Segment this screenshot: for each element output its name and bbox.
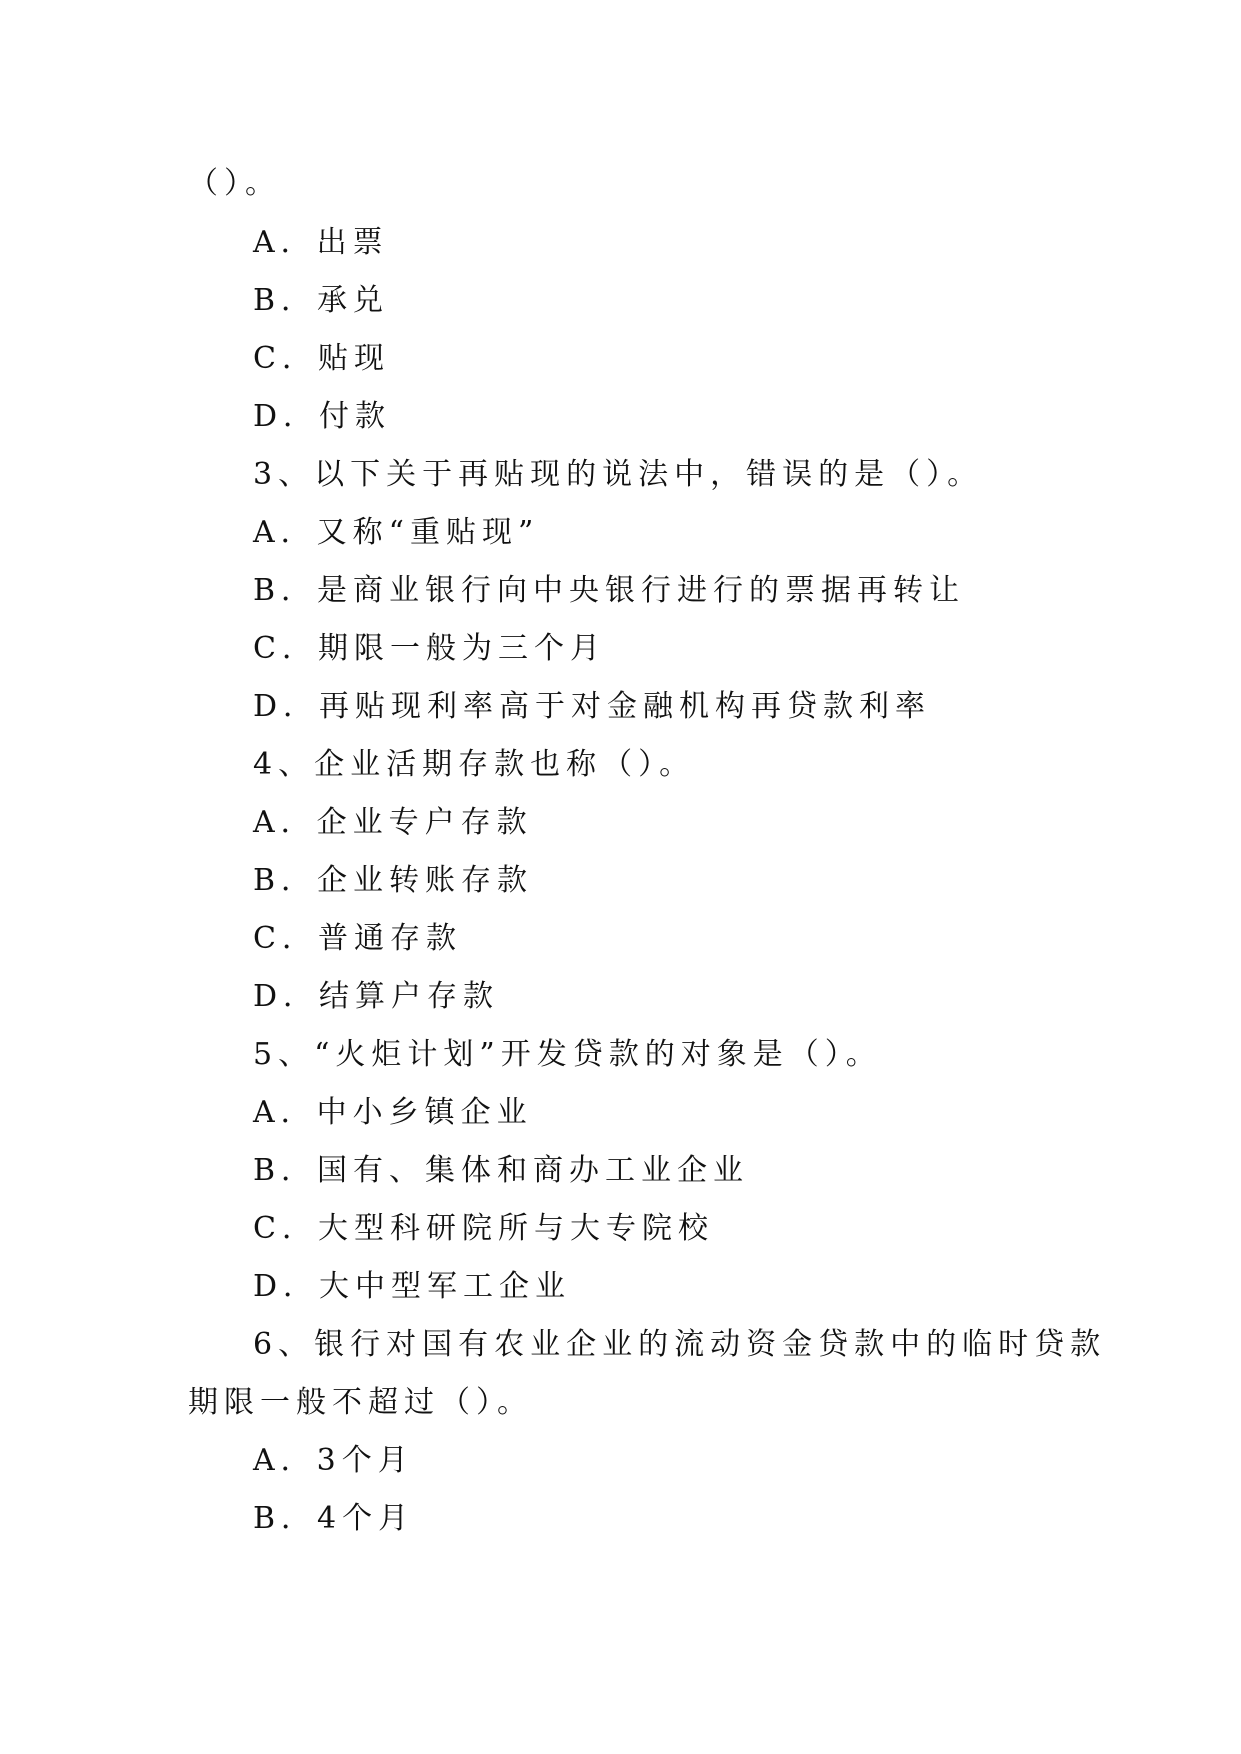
option-b: B．国有、集体和商办工业企业 (253, 1153, 750, 1188)
question-4: 4、企业活期存款也称（）。 (253, 747, 696, 782)
option-a: A．3个月 (253, 1443, 414, 1478)
question-6-continued: 期限一般不超过（）。 (188, 1385, 533, 1420)
option-a: A．出票 (253, 225, 389, 260)
question-5: 5、“火炬计划”开发贷款的对象是（）。 (253, 1037, 882, 1072)
option-b: B．企业转账存款 (253, 863, 534, 898)
option-c: C．大型科研院所与大专院校 (253, 1211, 714, 1246)
option-b: B．是商业银行向中央银行进行的票据再转让 (253, 573, 966, 608)
question-2-tail: （）。 (188, 166, 281, 201)
question-3: 3、以下关于再贴现的说法中，错误的是（）。 (253, 457, 984, 492)
option-d: D．结算户存款 (253, 979, 500, 1014)
option-b: B．4个月 (253, 1501, 415, 1536)
option-d: D．付款 (253, 399, 392, 434)
option-d: D．大中型军工企业 (253, 1269, 572, 1304)
option-c: C．贴现 (253, 341, 390, 376)
option-b: B．承兑 (253, 283, 390, 318)
option-a: A．中小乡镇企业 (253, 1095, 533, 1130)
option-c: C．期限一般为三个月 (253, 631, 606, 666)
question-6: 6、银行对国有农业企业的流动资金贷款中的临时贷款 (253, 1327, 1107, 1362)
option-a: A．又称“重贴现” (253, 515, 540, 550)
option-a: A．企业专户存款 (253, 805, 533, 840)
option-c: C．普通存款 (253, 921, 462, 956)
option-d: D．再贴现利率高于对金融机构再贷款利率 (253, 689, 932, 724)
